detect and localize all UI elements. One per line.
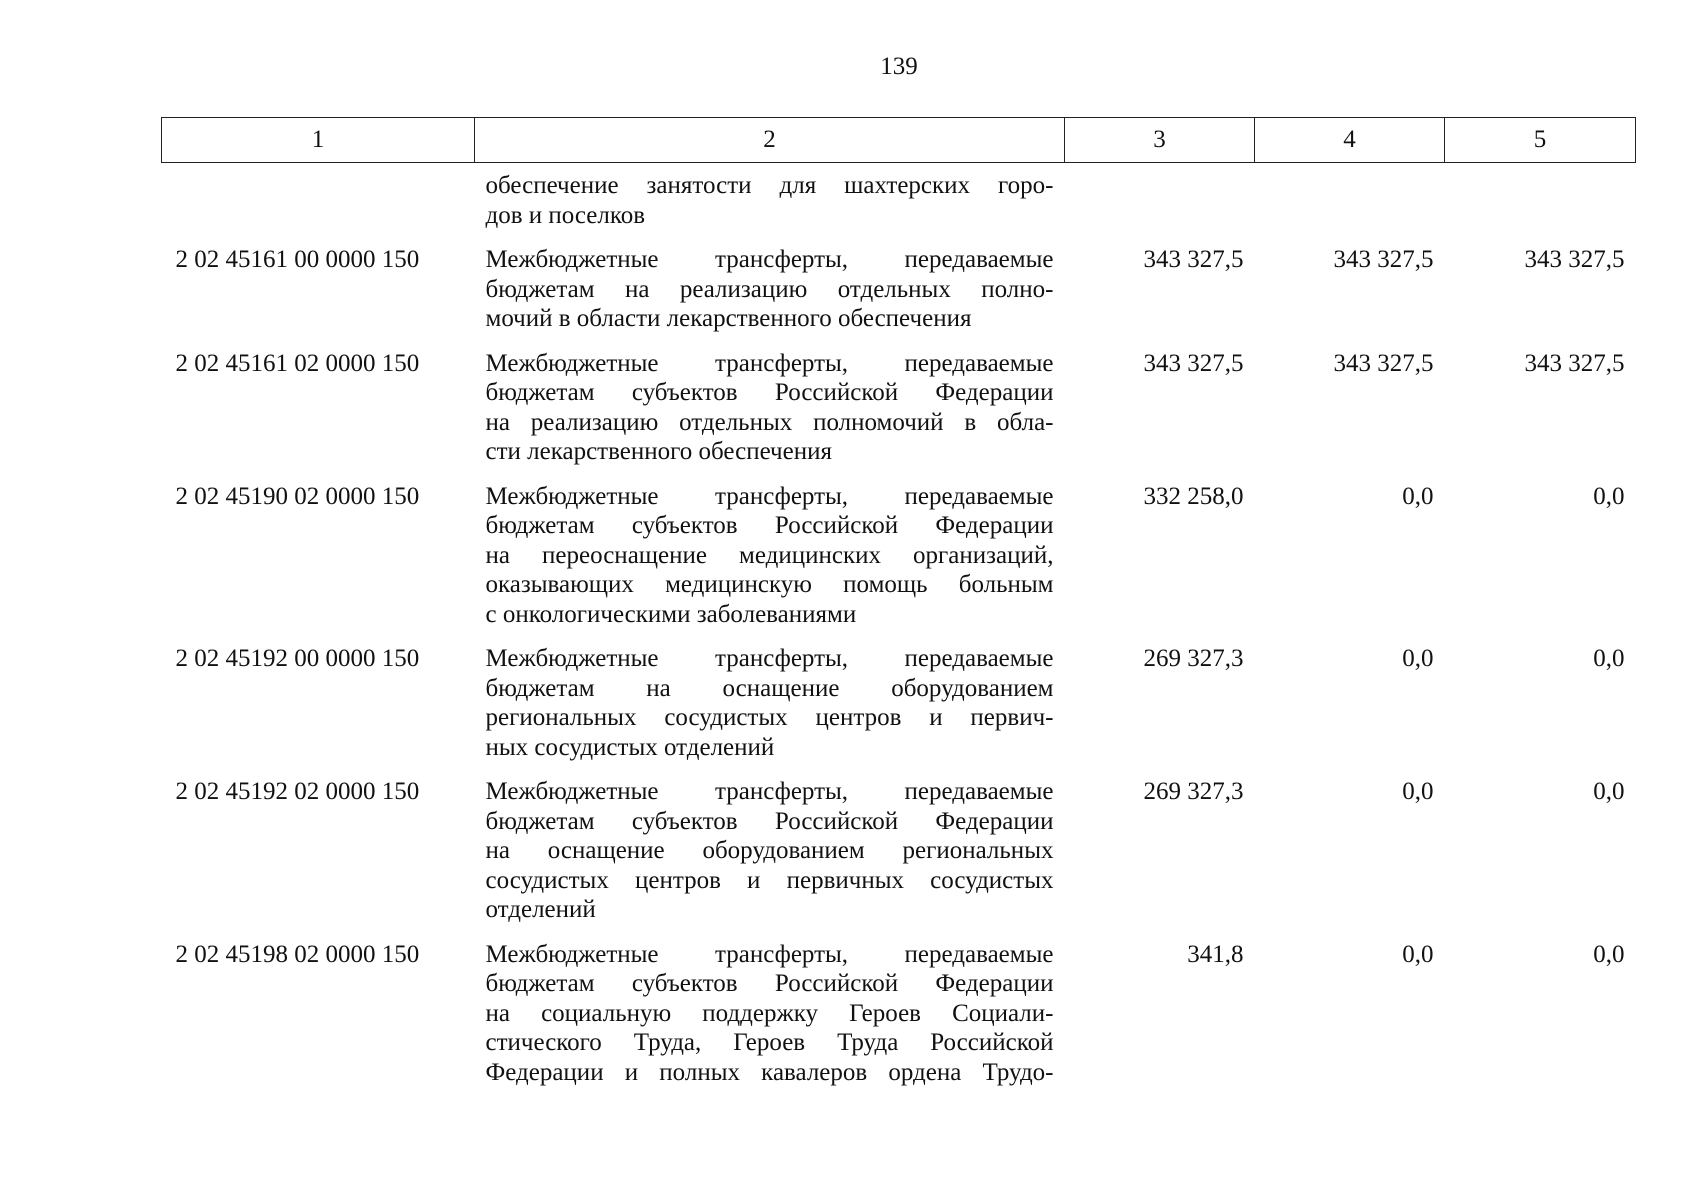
header-col-1: 1 (162, 118, 475, 163)
description-line: ных сосудистых отделений (485, 733, 775, 761)
budget-code: 2 02 45192 02 0000 150 (175, 778, 420, 805)
description-line: бюджетам субъектов Российской Федерации (485, 970, 1054, 997)
description-line: на реализацию отдельных полномочий в обла- (485, 408, 1054, 436)
description (475, 925, 1065, 1088)
budget-code: 2 02 45161 02 0000 150 (175, 349, 420, 377)
continuation-description (475, 163, 1065, 231)
description-line: бюджетам субъектов Российской Федерации (485, 379, 1054, 406)
description-line: бюджетам субъектов Российской Федерации (485, 807, 1054, 835)
description-line: бюджетам на оснащение оборудованием (485, 674, 1054, 702)
table-row (162, 467, 1636, 630)
value-col-5: 343 327,5 (1524, 349, 1625, 377)
continuation-row (162, 163, 1636, 231)
value-col-4: 0,0 (1402, 778, 1434, 805)
description-line: на оснащение оборудованием региональных (485, 837, 1054, 864)
value-col-4: 0,0 (1402, 482, 1434, 510)
table-row (162, 334, 1636, 467)
description-line: Межбюджетные трансферты, передаваемые (485, 778, 1054, 805)
description-line: отделений (485, 896, 596, 923)
table-row (162, 230, 1636, 334)
description-line: на социальную поддержку Героев Социали- (485, 999, 1054, 1027)
description-line: Федерации и полных кавалеров ордена Трудо- (485, 1058, 1054, 1086)
header-col-2: 2 (475, 118, 1065, 163)
value-col-3: 341,8 (1187, 940, 1244, 968)
budget-code: 2 02 45198 02 0000 150 (175, 940, 420, 968)
budget-table (161, 117, 1636, 1087)
value-col-5: 0,0 (1593, 482, 1625, 510)
value-col-5: 0,0 (1593, 940, 1625, 968)
value-col-3: 343 327,5 (1143, 349, 1244, 377)
continuation-code-cell (162, 163, 475, 231)
table-row (162, 762, 1636, 925)
description (475, 467, 1065, 630)
table-row (162, 629, 1636, 762)
value-col-5: 343 327,5 (1524, 246, 1625, 273)
description (475, 762, 1065, 925)
value-col-3: 332 258,0 (1143, 482, 1244, 510)
description-line: обеспечение занятости для шахтерских горо- (485, 172, 1054, 199)
description-line: бюджетам на реализацию отдельных полно- (485, 275, 1054, 303)
description-line: Межбюджетные трансферты, передаваемые (485, 645, 1054, 672)
value-col-3: 343 327,5 (1143, 246, 1244, 273)
description-line: оказывающих медицинскую помощь больным (485, 571, 1054, 598)
value-col-5: 0,0 (1593, 778, 1625, 805)
value-col-4: 0,0 (1402, 645, 1434, 672)
description-line: дов и поселков (485, 201, 646, 229)
value-col-5: 0,0 (1593, 645, 1625, 672)
description-line: Межбюджетные трансферты, передаваемые (485, 940, 1054, 968)
description (475, 230, 1065, 334)
table-row (162, 925, 1636, 1088)
budget-code: 2 02 45192 00 0000 150 (175, 645, 420, 672)
description-line: Межбюджетные трансферты, передаваемые (485, 246, 1054, 273)
description-line: на переоснащение медицинских организаций, (485, 541, 1054, 569)
value-col-4: 343 327,5 (1333, 349, 1434, 377)
description-line: региональных сосудистых центров и первич- (485, 704, 1054, 731)
description-line: Межбюджетные трансферты, передаваемые (485, 349, 1054, 377)
description-line: стического Труда, Героев Труда Российской (485, 1029, 1054, 1056)
budget-code: 2 02 45190 02 0000 150 (175, 482, 420, 510)
value-col-4: 343 327,5 (1333, 246, 1434, 273)
description-line: с онкологическими заболеваниями (485, 600, 857, 628)
description-line: сосудистых центров и первичных сосудистых (485, 866, 1054, 894)
value-col-3: 269 327,3 (1143, 778, 1244, 805)
budget-code: 2 02 45161 00 0000 150 (175, 246, 420, 273)
description-line: сти лекарственного обеспечения (485, 438, 832, 465)
value-col-4: 0,0 (1402, 940, 1434, 968)
description (475, 629, 1065, 762)
description-line: бюджетам субъектов Российской Федерации (485, 512, 1054, 539)
description-line: мочий в области лекарственного обеспечения (485, 305, 972, 332)
header-col-4: 4 (1255, 118, 1445, 163)
table-header-row (162, 118, 1636, 163)
header-col-3: 3 (1065, 118, 1255, 163)
header-col-5: 5 (1445, 118, 1636, 163)
description-line: Межбюджетные трансферты, передаваемые (485, 482, 1054, 510)
description (475, 334, 1065, 467)
page-number: 139 (880, 53, 918, 80)
value-col-3: 269 327,3 (1143, 645, 1244, 672)
